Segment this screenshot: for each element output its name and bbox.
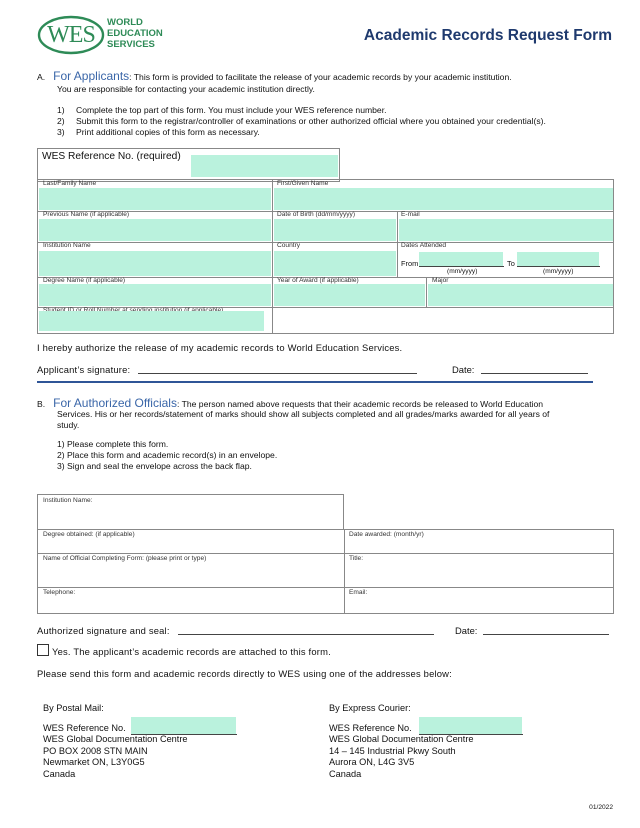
institution-label: Institution Name [43,242,91,249]
institution-input[interactable] [39,251,271,276]
wes-ref-input[interactable] [191,155,338,177]
degree-label: Degree Name (if applicable) [43,277,126,284]
dates-attended-label: Dates Attended [401,242,447,249]
logo-name-line1: WORLD [107,17,143,28]
postal-ref-input[interactable] [131,717,236,734]
section-a-heading: For Applicants [53,69,130,83]
section-b-heading: For Authorized Officials [53,396,177,410]
postal-line3: Newmarket ON, L3Y0G5 [43,757,145,768]
courier-ref-input[interactable] [419,717,522,734]
previous-name-input[interactable] [39,219,271,241]
email-input[interactable] [399,219,613,241]
dob-label: Date of Birth (dd/mm/yyyy) [277,211,356,218]
officials-grid [37,529,614,614]
section-a-intro-line1: This form is provided to facilitate the release of your academic records by your academic institution. [133,72,512,82]
b-step-3: 3) Sign and seal the envelope across the back flap. [57,461,252,471]
applicant-signature-label: Applicant’s signature: [37,364,131,375]
courier-address [329,703,474,781]
postal-heading: By Postal Mail: [43,703,104,713]
authorize-text: I hereby authorize the release of my academic records to World Education Services. [37,342,403,353]
to-input[interactable] [517,252,599,266]
step-2: Submit this form to the registrar/controller of examinations or other authorized official where you obtained your credential(s). [76,116,546,126]
major-input[interactable] [428,284,613,306]
dob-input[interactable] [274,219,396,241]
official-date-label: Date: [455,625,478,636]
b-step-2: 2) Place this form and academic record(s) in an envelope. [57,450,278,460]
section-a-intro-line2: You are responsible for contacting your academic institution directly. [57,84,315,94]
section-b-letter: B. [37,399,46,409]
last-name-label: Last/Family Name [43,180,97,187]
major-label: Major [432,277,449,284]
form-title: Academic Records Request Form [363,27,612,44]
email-label: E-mail [401,211,420,218]
step-1: Complete the top part of this form. You must include your WES reference number. [76,105,387,115]
wes-ref-label: WES Reference No. (required) [42,151,181,162]
section-a-intro: A. For Applicants: This form is provided to facilitate the release of your academic records by your academic institution. [37,69,512,83]
applicant-date-label: Date: [452,364,475,375]
b-step-1: 1) Please complete this form. [57,439,169,449]
section-divider [37,381,593,383]
courier-ref-label: WES Reference No. [329,722,412,733]
form-version: 01/2022 [589,804,613,811]
send-instructions: Please send this form and academic records directly to WES using one of the addresses below: [37,668,452,679]
logo-name-line3: SERVICES [107,39,155,50]
to-format: (mm/yyyy) [543,268,574,275]
official-telephone-label: Telephone: [43,589,76,596]
records-attached-label: Yes. The applicant’s academic records are attached to this form. [52,646,331,657]
section-b-intro: B. For Authorized Officials: The person named above requests that their academic records be released to World Education [37,396,544,410]
section-b-steps [57,439,277,472]
step-3: Print additional copies of this form as necessary. [76,127,260,137]
postal-ref-label: WES Reference No. [43,722,126,733]
to-label: To [507,259,515,268]
postal-line1: WES Global Documentation Centre [43,734,188,745]
first-name-input[interactable] [274,188,613,210]
section-b-intro-line3: study. [57,420,80,430]
last-name-input[interactable] [39,188,271,210]
from-format: (mm/yyyy) [447,268,478,275]
wes-logo [37,14,177,56]
courier-line2: 14 – 145 Industrial Pkwy South [329,745,456,756]
courier-line4: Canada [329,768,362,779]
degree-input[interactable] [39,284,271,306]
from-input[interactable] [419,252,503,266]
section-b-intro-line1: The person named above requests that their academic records be released to World Education [181,399,544,409]
official-title-label: Title: [349,555,364,562]
from-label: From [401,259,419,268]
country-label: Country [277,242,301,249]
official-signature-label: Authorized signature and seal: [37,625,170,636]
official-date-line[interactable] [483,634,609,635]
official-signature-line[interactable] [178,634,434,635]
records-attached-checkbox[interactable] [37,644,49,656]
official-degree-label: Degree obtained: (if applicable) [43,531,135,538]
postal-address [43,703,188,781]
section-b-intro-line2: Services. His or her records/statement of marks should show all subjects completed and all grades/marks awarded for all years of [57,409,550,419]
logo-letters: WES [47,22,95,48]
student-id-input[interactable] [39,311,264,331]
section-a-steps: 1) Complete the top part of this form. You must include your WES reference number. 2) Submit this form to the registrar/controller of examinations or other authorized official where you obtained your credential(s). 3) Print additional copies of this form as necessary. [57,105,546,137]
courier-line3: Aurora ON, L4G 3V5 [329,757,415,768]
courier-heading: By Express Courier: [329,703,411,713]
previous-name-label: Previous Name (if applicable) [43,211,130,218]
official-institution-label: Institution Name: [43,497,93,504]
applicant-date-line[interactable] [481,373,588,374]
section-a-letter: A. [37,72,46,82]
first-name-label: First/Given Name [277,180,329,187]
year-award-label: Year of Award (if applicable) [277,277,359,284]
applicant-signature-line[interactable] [138,373,417,374]
postal-line2: PO BOX 2008 STN MAIN [43,745,148,756]
country-input[interactable] [274,251,396,276]
official-email-label: Email: [349,589,368,596]
year-award-input[interactable] [274,284,425,306]
official-name-label: Name of Official Completing Form: (please print or type) [43,555,207,562]
logo-name-line2: EDUCATION [107,28,163,39]
official-date-awarded-label: Date awarded: (month/yr) [349,531,424,538]
postal-line4: Canada [43,768,76,779]
courier-line1: WES Global Documentation Centre [329,734,474,745]
